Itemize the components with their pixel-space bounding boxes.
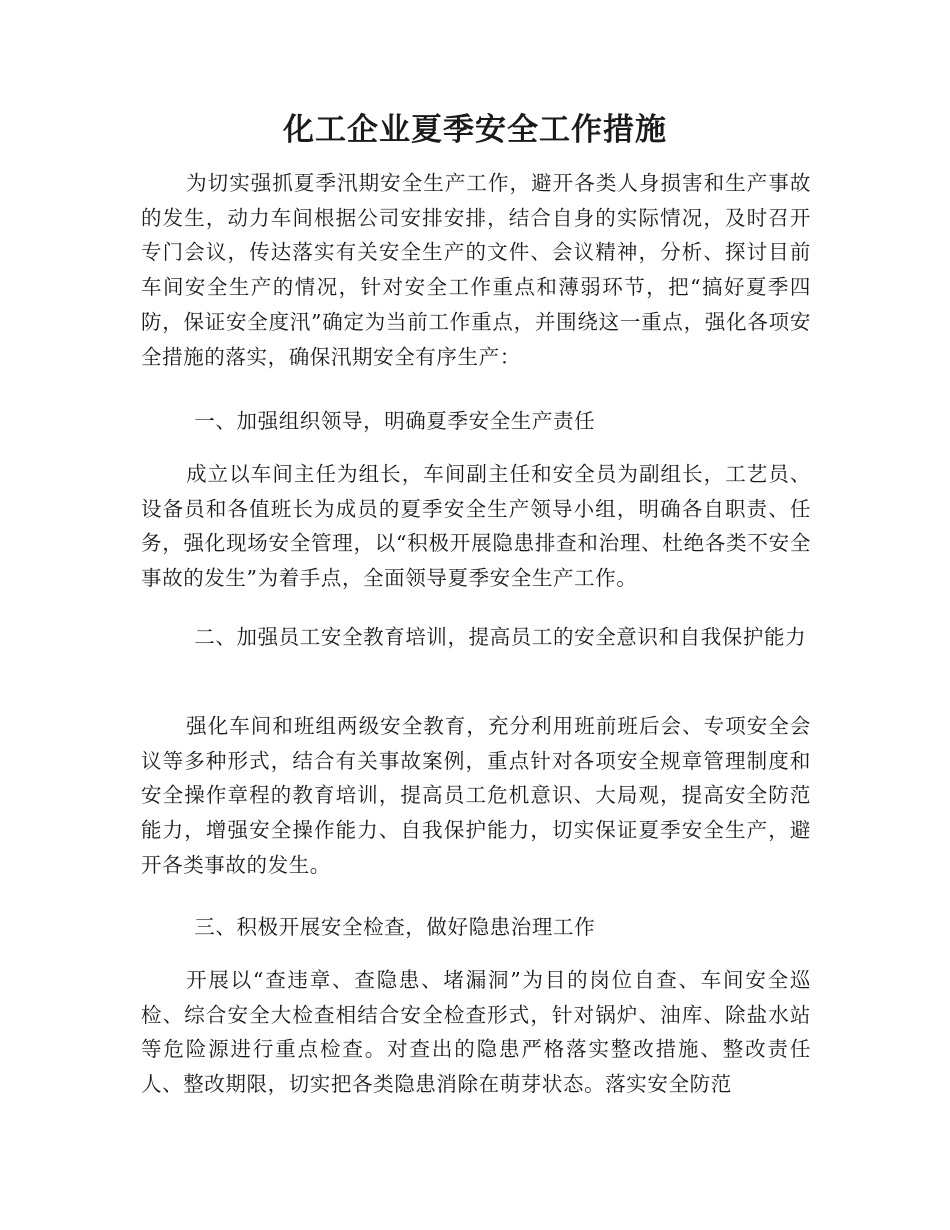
section-heading-1: 一、加强组织领导，明确夏季安全生产责任 bbox=[194, 409, 596, 433]
section-heading-3: 三、积极开展安全检查，做好隐患治理工作 bbox=[194, 915, 596, 939]
section-body-1: 成立以车间主任为组长，车间副主任和安全员为副组长，工艺员、设备员和各值班长为成员的夏季安全生产领导小组，明确各自职责、任务，强化现场安全管理，以“积极开展隐患排查和治理、杜绝各类不安全事故的发生”为着手点，全面领导夏季安全生产工作。 bbox=[141, 462, 811, 591]
section-body-2: 强化车间和班组两级安全教育，充分利用班前班后会、专项安全会议等多种形式，结合有关事故案例，重点针对各项安全规章管理制度和安全操作章程的教育培训，提高员工危机意识、大局观，提高安全防范能力，增强安全操作能力、自我保护能力，切实保证夏季安全生产，避开各类事故的发生。 bbox=[141, 714, 811, 877]
section-body-3: 开展以“查违章、查隐患、堵漏洞”为目的岗位自查、车间安全巡检、综合安全大检查相结合安全检查形式，针对锅炉、油库、除盐水站等危险源进行重点检查。对查出的隐患严格落实整改措施、整改责任人、整改期限，切实把各类隐患消除在萌芽状态。落实安全防范 bbox=[141, 968, 811, 1097]
section-heading-2: 二、加强员工安全教育培训，提高员工的安全意识和自我保护能力 bbox=[194, 625, 807, 649]
document-title: 化工企业夏季安全工作措施 bbox=[283, 112, 667, 148]
intro-paragraph: 为切实强抓夏季汛期安全生产工作，避开各类人身损害和生产事故的发生，动力车间根据公司安排安排，结合自身的实际情况，及时召开专门会议，传达落实有关安全生产的文件、会议精神，分析、探讨目前车间安全生产的情况，针对安全工作重点和薄弱环节，把“搞好夏季四防，保证安全度汛”确定为当前工作重点，并围绕这一重点，强化各项安全措施的落实，确保汛期安全有序生产： bbox=[141, 171, 811, 369]
